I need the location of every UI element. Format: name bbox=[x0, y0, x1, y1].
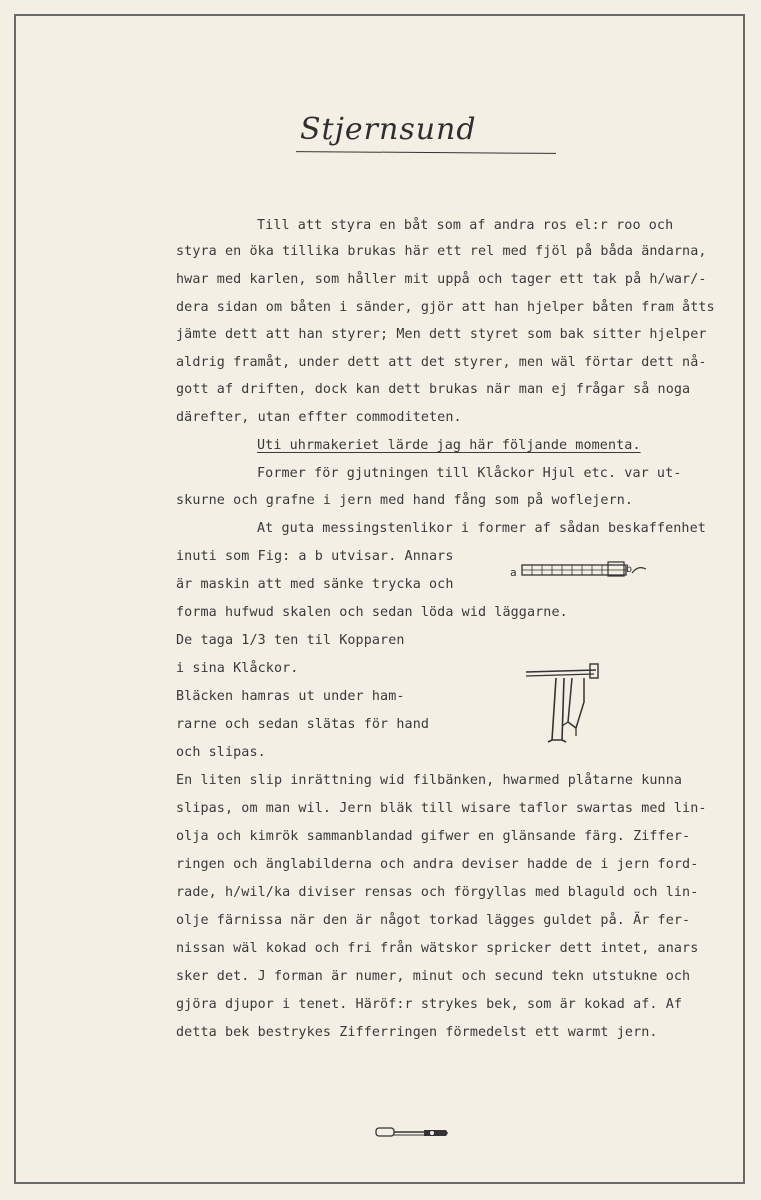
text-line: rade, h/wil/ka diviser rensas och förgyllas med blaguld och lin- bbox=[176, 885, 699, 900]
section-heading: Uti uhrmakeriet lärde jag här följande momenta. bbox=[257, 438, 641, 453]
text-line: är maskin att med sänke trycka och bbox=[176, 577, 454, 592]
text-line: Former för gjutningen till Klåckor Hjul etc. var ut- bbox=[257, 466, 682, 481]
text-line: därefter, utan effter commoditeten. bbox=[176, 410, 462, 425]
text-line: olja och kimrök sammanblandad gifwer en glänsande färg. Ziffer- bbox=[176, 829, 691, 844]
text-line: Bläcken hamras ut under ham- bbox=[176, 689, 405, 704]
text-line: At guta messingstenlikor i former af sådan beskaffenhet bbox=[257, 521, 706, 536]
text-line: ringen och änglabilderna och andra deviser hadde de i jern ford- bbox=[176, 857, 699, 872]
text-line: aldrig framåt, under dett att det styrer, men wäl förtar dett nå- bbox=[176, 355, 707, 370]
text-line: detta bek bestrykes Zifferringen förmedelst ett warmt jern. bbox=[176, 1025, 658, 1040]
text-line: gott af driften, dock kan dett brukas när man ej frågar så noga bbox=[176, 382, 691, 397]
text-line: och slipas. bbox=[176, 745, 266, 760]
text-line: sker det. J forman är numer, minut och secund tekn utstukne och bbox=[176, 969, 691, 984]
text-line: nissan wäl kokad och fri från wätskor spricker dett intet, anars bbox=[176, 941, 699, 956]
hammer-figure bbox=[522, 662, 602, 744]
text-line: inuti som Fig: a b utvisar. Annars bbox=[176, 549, 454, 564]
text-line: i sina Klåckor. bbox=[176, 661, 299, 676]
text-line: Till att styra en båt som af andra ros el:r roo och bbox=[257, 218, 674, 233]
figure-label-b: b bbox=[626, 564, 633, 575]
text-line: forma hufwud skalen och sedan löda wid läggarne. bbox=[176, 605, 568, 620]
text-line: dera sidan om båten i sänder, gjör att han hjelper båten fram åtts bbox=[176, 300, 715, 315]
page-title: Stjernsund bbox=[300, 112, 477, 147]
text-line: jämte dett att han styrer; Men dett styret som bak sitter hjelper bbox=[176, 327, 707, 342]
text-line: styra en öka tillika brukas här ett rel med fjöl på båda ändarna, bbox=[176, 244, 707, 259]
text-line: hwar med karlen, som håller mit uppå och tager ett tak på h/war/- bbox=[176, 272, 707, 287]
text-line: gjöra djupor i tenet. Häröf:r strykes bek, som är kokad af. Af bbox=[176, 997, 683, 1012]
text-line: rarne och sedan slätas för hand bbox=[176, 717, 430, 732]
text-line: olje färnissa när den är något torkad lägges guldet på. Är fer- bbox=[176, 913, 691, 928]
text-line: skurne och grafne i jern med hand fång som på woflejern. bbox=[176, 493, 634, 508]
tool-sketch-icon bbox=[374, 1124, 450, 1140]
mould-figure bbox=[508, 557, 648, 583]
text-line: slipas, om man wil. Jern bläk till wisare taflor swartas med lin- bbox=[176, 801, 707, 816]
text-line: De taga 1/3 ten til Kopparen bbox=[176, 633, 405, 648]
text-line: En liten slip inrättning wid filbänken, hwarmed plåtarne kunna bbox=[176, 773, 683, 788]
figure-label-a: a bbox=[510, 566, 517, 579]
